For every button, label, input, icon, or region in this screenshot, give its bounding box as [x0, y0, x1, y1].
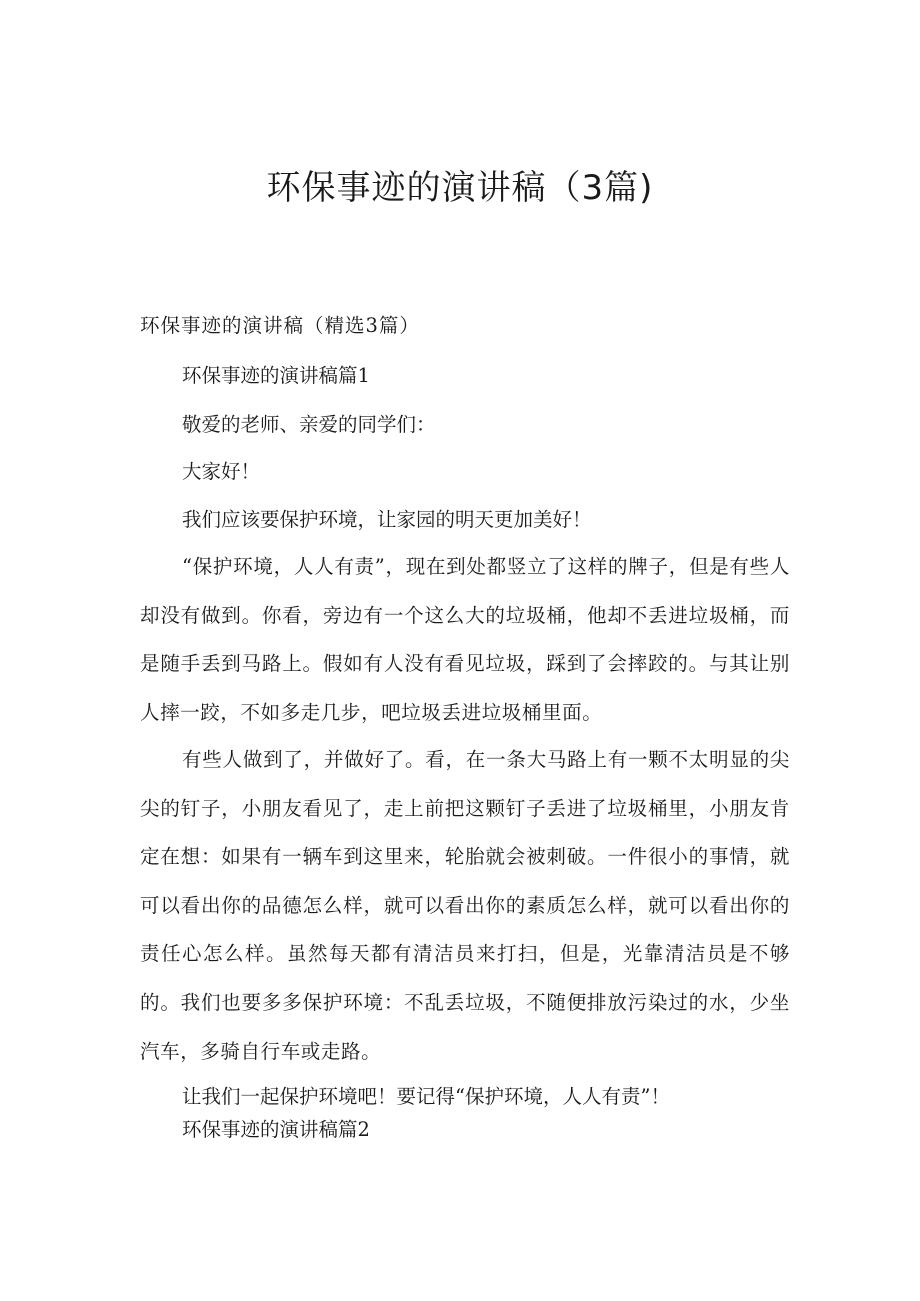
paragraph-1 [140, 543, 790, 737]
paragraph-2 [140, 736, 790, 1076]
hello-line: 大家好！ [182, 460, 261, 483]
paragraph-1-text: “保护环境，人人有责”，现在到处都竖立了这样的牌子，但是有些人却没有做到。你看，旁边有一个这么大的垃圾桶，他却不丢进垃圾桶，而是随手丢到马路上。假如有人没有看见垃圾，踩到了会摔跤的。与其让别人摔一跤，不如多走几步，吧垃圾丢进垃圾桶里面。 [140, 555, 790, 724]
document-subtitle: 环保事迹的演讲稿（精选3篇） [140, 314, 420, 337]
section-heading-1: 环保事迹的演讲稿篇1 [182, 364, 370, 387]
paragraph-2-text: 有些人做到了，并做好了。看，在一条大马路上有一颗不太明显的尖尖的钉子，小朋友看见了，走上前把这颗钉子丢进了垃圾桶里，小朋友肯定在想：如果有一辆车到这里来，轮胎就会被刺破。一件很小的事情，就可以看出你的品德怎么样，就可以看出你的素质怎么样，就可以看出你的责任心怎么样。虽然每天都有清洁员来打扫，但是，光靠清洁员是不够的。我们也要多多保护环境：不乱丢垃圾，不随便排放污染过的水，少坐汽车，多骑自行车或走路。 [140, 748, 790, 1063]
closing-line: 让我们一起保护环境吧！要记得“保护环境，人人有责”！ [182, 1085, 670, 1108]
document-title: 环保事迹的演讲稿（3篇) [266, 168, 654, 208]
section-heading-2: 环保事迹的演讲稿篇2 [182, 1118, 370, 1141]
intro-line: 我们应该要保护环境，让家园的明天更加美好！ [182, 508, 592, 531]
greeting-line: 敬爱的老师、亲爱的同学们： [182, 413, 436, 436]
